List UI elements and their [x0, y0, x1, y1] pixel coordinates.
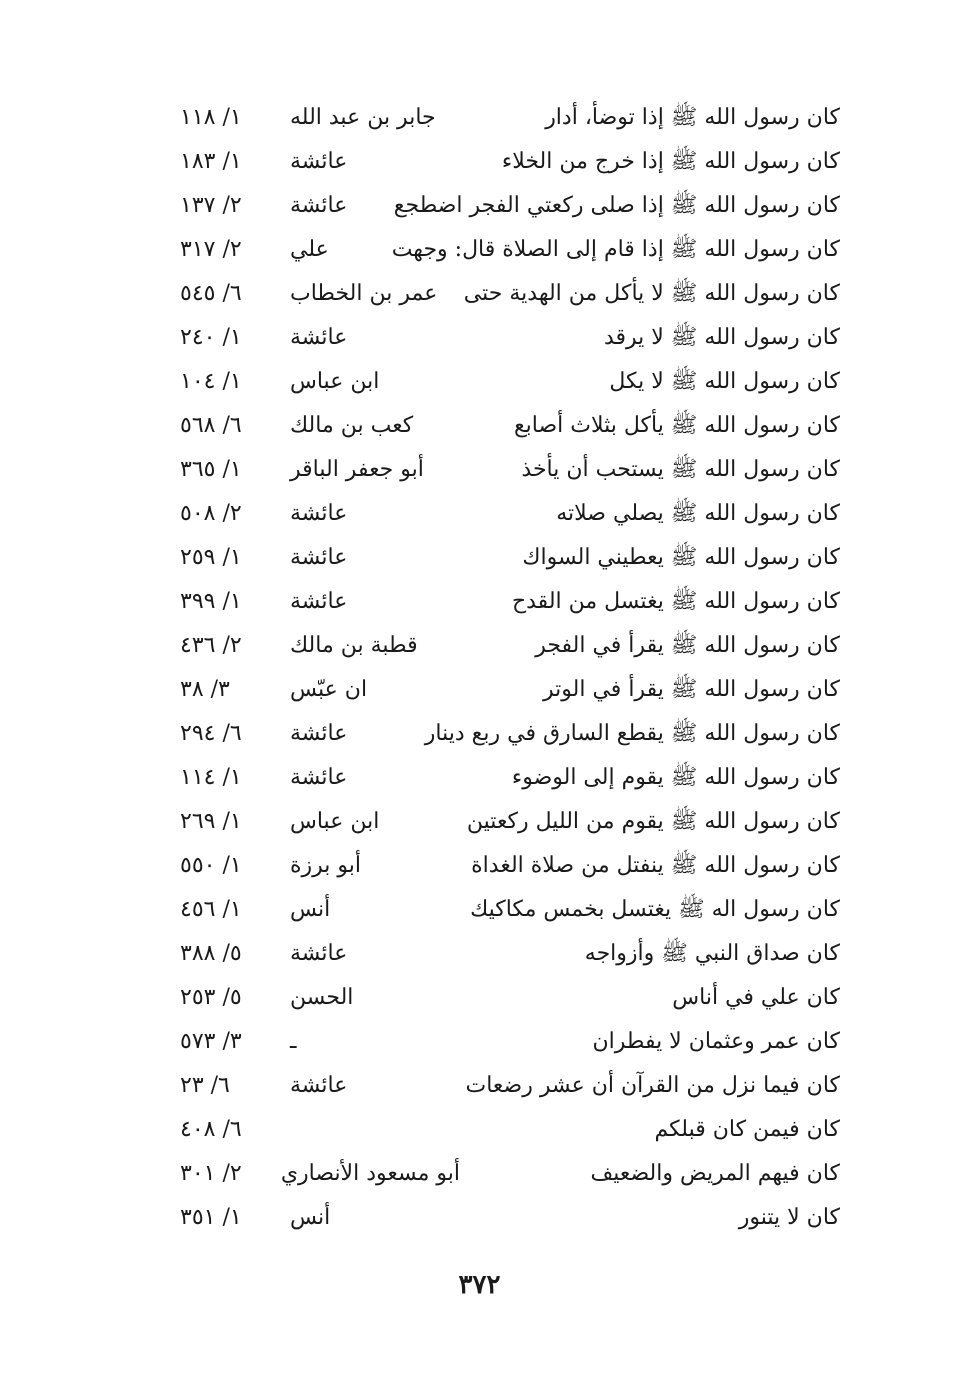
volume-page-reference: ٣/ ٥٧٣	[180, 1029, 242, 1054]
index-row	[150, 844, 850, 888]
volume-page-reference: ١/ ٣٥١	[180, 1205, 242, 1230]
hadith-opening-text: كان علي في أناس	[672, 985, 840, 1010]
index-row	[150, 1108, 850, 1152]
hadith-opening-text: كان رسول الله ﷺ يغتسل من القدح	[511, 589, 840, 614]
hadith-opening-text: كان رسول الله ﷺ إذا توضأ، أدار	[545, 105, 840, 130]
hadith-opening-text: كان رسول الله ﷺ يستحب أن يأخذ	[521, 457, 840, 482]
index-row	[150, 888, 850, 932]
narrator-name: ان عبّس	[290, 677, 368, 702]
index-row	[150, 228, 850, 272]
narrator-name: عائشة	[290, 325, 348, 350]
volume-page-reference: ٦/ ٤٠٨	[180, 1117, 242, 1142]
index-row	[150, 492, 850, 536]
volume-page-reference: ٦/ ٥٦٨	[180, 413, 242, 438]
hadith-opening-text: كان فيهم المريض والضعيف	[590, 1161, 840, 1186]
narrator-name: علي	[290, 237, 329, 262]
volume-page-reference: ١/ ٢٦٩	[180, 809, 242, 834]
narrator-name: عائشة	[290, 193, 348, 218]
narrator-name: عائشة	[290, 1073, 348, 1098]
narrator-name: أنس	[290, 1205, 331, 1230]
hadith-opening-text: كان رسول الله ﷺ يقوم إلى الوضوء	[511, 765, 840, 790]
index-row	[150, 272, 850, 316]
index-row	[150, 580, 850, 624]
hadith-opening-text: كان رسول الله ﷺ لا يرقد	[603, 325, 840, 350]
volume-page-reference: ٢/ ١٣٧	[180, 193, 242, 218]
narrator-name: عائشة	[290, 545, 348, 570]
index-row	[150, 1064, 850, 1108]
index-row	[150, 140, 850, 184]
hadith-opening-text: كان رسول الله ﷺ إذا خرج من الخلاء	[501, 149, 840, 174]
page-number: ٣٧٢	[458, 1270, 501, 1300]
index-row	[150, 1196, 850, 1240]
hadith-opening-text: كان فيما نزل من القرآن أن عشر رضعات	[465, 1073, 840, 1098]
narrator-name: ابن عباس	[290, 809, 380, 834]
hadith-opening-text: كان رسول الله ﷺ يصلي صلاته	[556, 501, 840, 526]
volume-page-reference: ٢/ ٣١٧	[180, 237, 242, 262]
volume-page-reference: ٢/ ٣٠١	[180, 1161, 242, 1186]
index-row	[150, 536, 850, 580]
hadith-opening-text: كان صداق النبي ﷺ وأزواجه	[584, 941, 840, 966]
narrator-name: عمر بن الخطاب	[290, 281, 438, 306]
index-row	[150, 624, 850, 668]
narrator-name: جابر بن عبد الله	[290, 105, 436, 130]
index-row	[150, 96, 850, 140]
volume-page-reference: ٢/ ٤٣٦	[180, 633, 242, 658]
index-row	[150, 404, 850, 448]
narrator-name: عائشة	[290, 721, 348, 746]
index-row	[150, 1152, 850, 1196]
narrator-name: أبو جعفر الباقر	[290, 457, 424, 482]
narrator-name: عائشة	[290, 589, 348, 614]
hadith-opening-text: كان عمر وعثمان لا يفطران	[592, 1029, 840, 1054]
narrator-name: أنس	[290, 897, 331, 922]
index-row	[150, 976, 850, 1020]
volume-page-reference: ٢/ ٥٠٨	[180, 501, 242, 526]
index-row	[150, 800, 850, 844]
hadith-opening-text: كان رسول الله ﷺ يقرأ في الوتر	[543, 677, 840, 702]
hadith-opening-text: كان رسول الله ﷺ إذا صلى ركعتي الفجر اضطجع	[393, 193, 840, 218]
index-row	[150, 712, 850, 756]
volume-page-reference: ١/ ١١٨	[180, 105, 242, 130]
hadith-opening-text: كان رسول الله ﷺ يعطيني السواك	[522, 545, 840, 570]
index-row	[150, 932, 850, 976]
narrator-name: كعب بن مالك	[290, 413, 414, 438]
hadith-opening-text: كان فيمن كان قبلكم	[654, 1117, 840, 1142]
hadith-opening-text: كان رسول الله ﷺ يقرأ في الفجر	[535, 633, 840, 658]
index-row	[150, 316, 850, 360]
volume-page-reference: ١/ ٤٥٦	[180, 897, 242, 922]
narrator-name: أبو مسعود الأنصاري	[280, 1161, 460, 1186]
hadith-opening-text: كان رسول اله ﷺ يغتسل بخمس مكاكيك	[470, 897, 840, 922]
narrator-name	[290, 1108, 460, 1152]
volume-page-reference: ٥/ ٢٥٣	[180, 985, 242, 1010]
volume-page-reference: ٦/ ٢٣	[180, 1073, 230, 1098]
narrator-name: عائشة	[290, 941, 348, 966]
volume-page-reference: ١/ ٥٥٠	[180, 853, 242, 878]
volume-page-reference: ١/ ٢٤٠	[180, 325, 242, 350]
narrator-name: الحسن	[290, 985, 354, 1010]
hadith-opening-text: كان رسول الله ﷺ يقوم من الليل ركعتين	[466, 809, 840, 834]
volume-page-reference: ١/ ٣٩٩	[180, 589, 242, 614]
hadith-opening-text: كان رسول الله ﷺ لا يكل	[609, 369, 840, 394]
volume-page-reference: ٥/ ٣٨٨	[180, 941, 242, 966]
narrator-name: عائشة	[290, 765, 348, 790]
narrator-name: ـ	[290, 1029, 297, 1054]
index-row	[150, 1020, 850, 1064]
narrator-name: عائشة	[290, 149, 348, 174]
narrator-name: عائشة	[290, 501, 348, 526]
hadith-index-table	[150, 96, 850, 1240]
hadith-opening-text: كان رسول الله ﷺ لا يأكل من الهدية حتى	[463, 281, 840, 306]
hadith-opening-text: كان رسول الله ﷺ يأكل بثلاث أصابع	[513, 413, 840, 438]
volume-page-reference: ٣/ ٣٨	[180, 677, 230, 702]
volume-page-reference: ٦/ ٥٤٥	[180, 281, 242, 306]
hadith-opening-text: كان رسول الله ﷺ يقطع السارق في ربع دينار	[424, 721, 840, 746]
index-row	[150, 756, 850, 800]
volume-page-reference: ٦/ ٢٩٤	[180, 721, 242, 746]
index-row	[150, 184, 850, 228]
hadith-opening-text: كان رسول الله ﷺ ينفتل من صلاة الغداة	[471, 853, 840, 878]
volume-page-reference: ١/ ١٠٤	[180, 369, 242, 394]
volume-page-reference: ١/ ١١٤	[180, 765, 242, 790]
narrator-name: أبو برزة	[290, 853, 362, 878]
index-row	[150, 668, 850, 712]
narrator-name: قطبة بن مالك	[290, 633, 418, 658]
hadith-opening-text: كان لا يتنور	[738, 1205, 840, 1230]
narrator-name: ابن عباس	[290, 369, 380, 394]
volume-page-reference: ١/ ٢٥٩	[180, 545, 242, 570]
volume-page-reference: ١/ ١٨٣	[180, 149, 242, 174]
volume-page-reference: ١/ ٣٦٥	[180, 457, 242, 482]
hadith-opening-text: كان رسول الله ﷺ إذا قام إلى الصلاة قال: وجهت	[391, 237, 840, 262]
index-row	[150, 360, 850, 404]
index-row	[150, 448, 850, 492]
